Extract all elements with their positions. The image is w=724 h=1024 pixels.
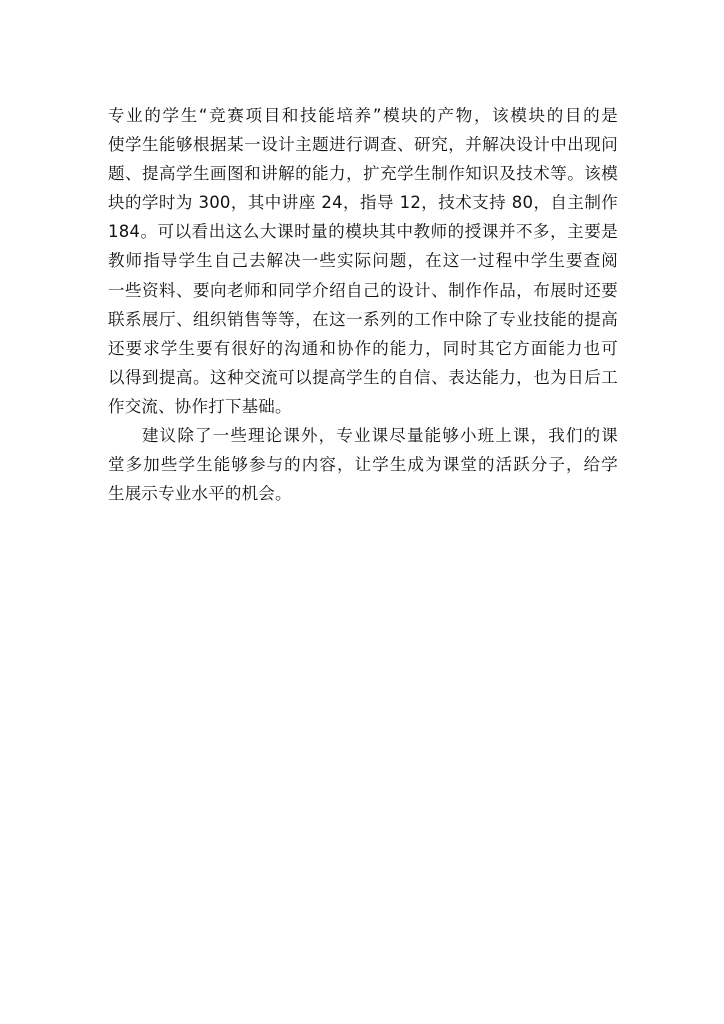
text-line: 建议除了一些理论课外，专业课尽量能够小班上课，我们的课 [142, 426, 618, 446]
text-line: 使学生能够根据某一设计主题进行调查、研究，并解决设计中出现问 [108, 135, 618, 155]
text-line: 还要求学生要有很好的沟通和协作的能力，同时其它方面能力也可 [108, 338, 618, 358]
text-line: 堂多加些学生能够参与的内容，让学生成为课堂的活跃分子，给学 [108, 455, 618, 475]
document-body [108, 101, 618, 508]
text-line: 题、提高学生画图和讲解的能力，扩充学生制作知识及技术等。该模 [108, 164, 618, 184]
text-line: 生展示专业水平的机会。 [108, 484, 292, 504]
text-line: 作交流、协作打下基础。 [108, 396, 292, 416]
text-line: 联系展厅、组织销售等等，在这一系列的工作中除了专业技能的提高 [108, 309, 618, 329]
paragraph-1 [108, 101, 618, 421]
text-line: 以得到提高。这种交流可以提高学生的自信、表达能力，也为日后工 [108, 367, 618, 387]
text-line: 一些资料、要向老师和同学介绍自己的设计、制作作品，布展时还要 [108, 280, 618, 300]
text-line: 教师指导学生自己去解决一些实际问题，在这一过程中学生要查阅 [108, 251, 618, 271]
paragraph-2 [108, 421, 618, 508]
text-line: 专业的学生“竞赛项目和技能培养”模块的产物，该模块的目的是 [108, 106, 618, 125]
text-line: 块的学时为 300，其中讲座 24，指导 12，技术支持 80，自主制作 [108, 193, 618, 213]
text-line: 184。可以看出这么大课时量的模块其中教师的授课并不多，主要是 [108, 222, 618, 242]
